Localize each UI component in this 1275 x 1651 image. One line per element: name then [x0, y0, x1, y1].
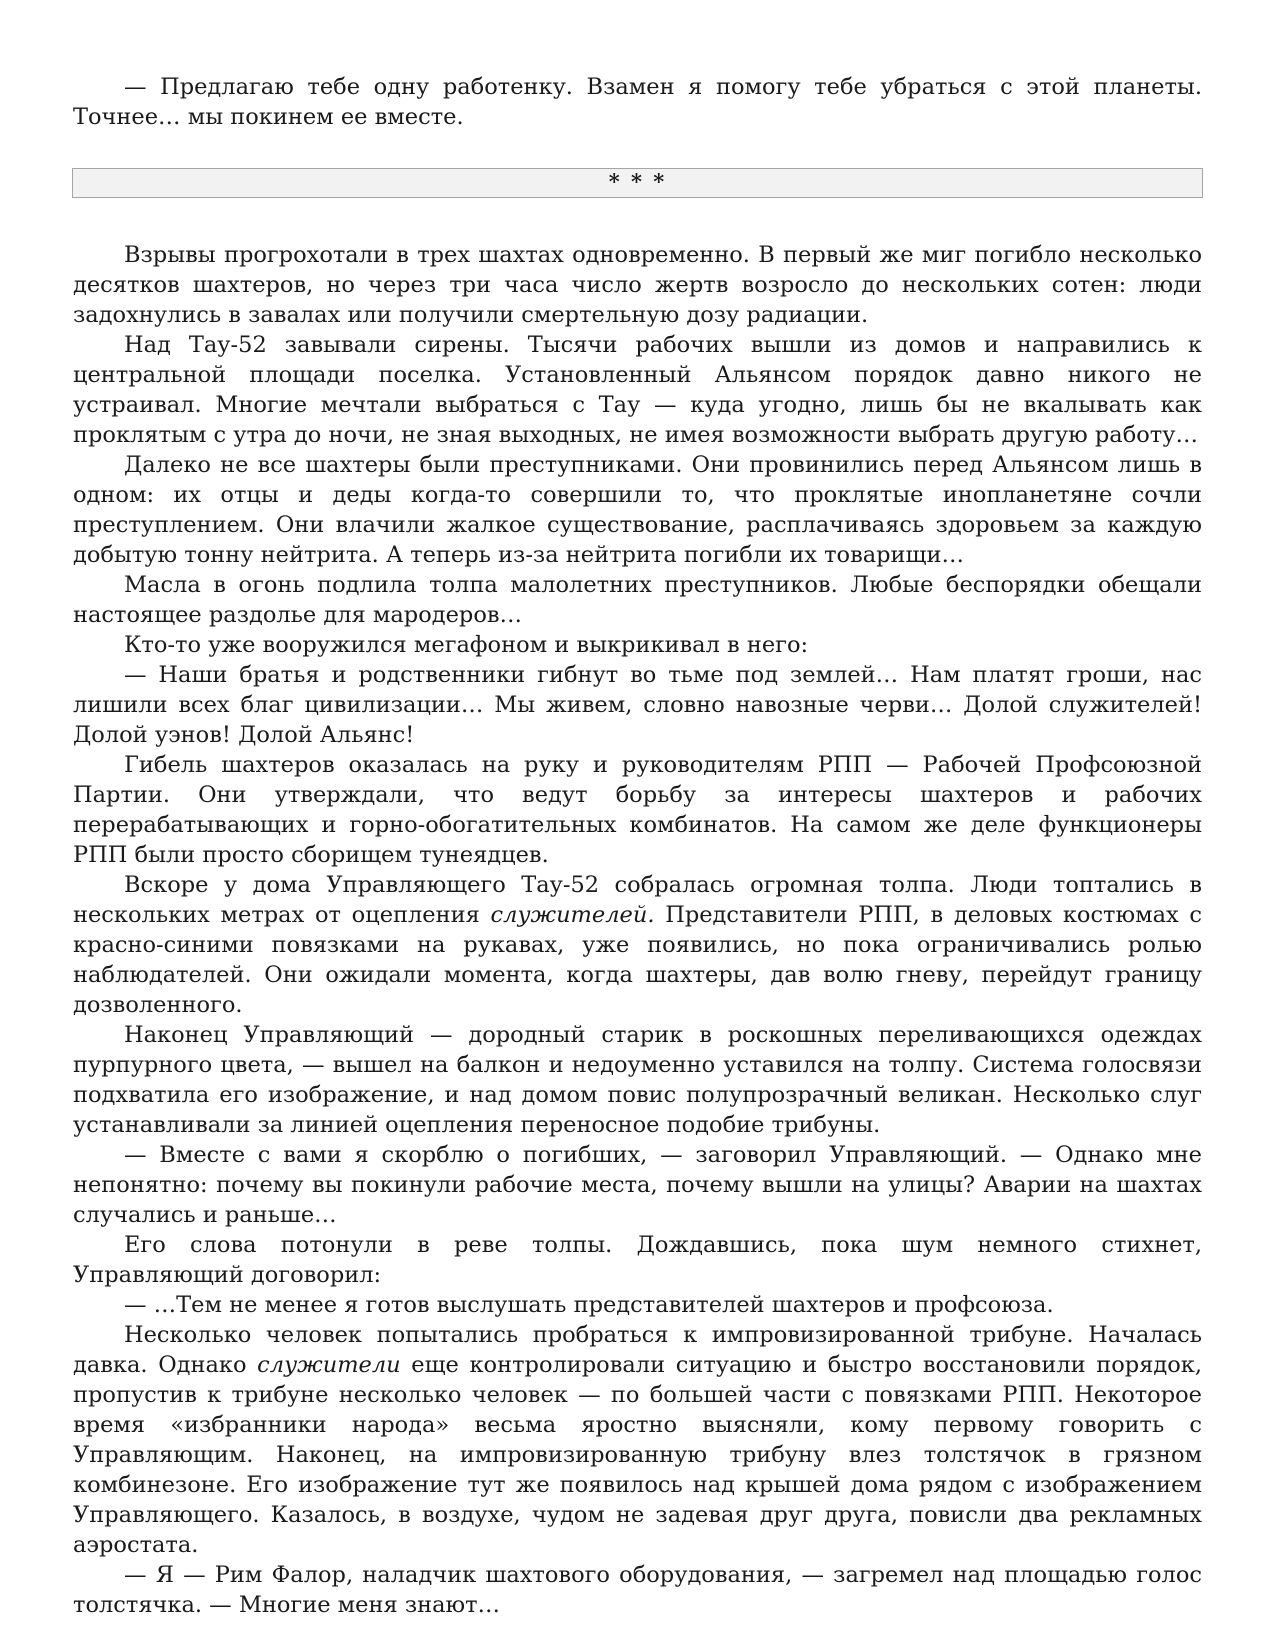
paragraph-sirens: Над Тау-52 завывали сирены. Тысячи рабочих вышли из домов и направились к центральной площади поселка. Установленный Альянсом порядок давно никого не устраивал. Многие мечтали выбраться с Тау — куда угодно, лишь бы не вкалывать как проклятым с утра до ночи, не зная выходных, не имея возможности выбрать другую работу…	[73, 332, 1202, 448]
paragraph-rpp: Гибель шахтеров оказалась на руку и руководителям РПП — Рабочей Профсоюзной Партии. Они утверждали, что ведут борьбу за интересы шахтеров и рабочих перерабатывающих и горно-обогатительных комбинатов. На самом же деле функционеры РПП были просто сборищем тунеядцев.	[73, 752, 1202, 868]
paragraph-manager-continues: — …Тем не менее я готов выслушать представителей шахтеров и профсоюза.	[124, 1292, 1054, 1318]
section-separator: * * *	[72, 168, 1203, 198]
paragraph-tribune-italic: служители	[257, 1352, 401, 1378]
paragraph-megaphone: Кто-то уже вооружился мегафоном и выкрикивал в него:	[124, 632, 809, 658]
paragraph-crowd-part1: Вскоре у дома Управляющего Тау-52 собралась огромная толпа. Люди топтались в нескольких метрах от оцепления	[73, 872, 1202, 928]
paragraph-tribune-part2: еще контролировали ситуацию и быстро восстановили порядок, пропустив к трибуне несколько человек — по большей части с повязками РПП. Некоторое время «избранники народа» весьма яростно выясняли, кому первому говорить с Управляющим. Наконец, на импровизированную трибуну влез толстячок в грязном комбинезоне. Его изображение тут же появилось над крышей дома рядом с изображением Управляющего. Казалось, в воздухе, чудом не задевая друг друга, повисли два рекламных аэростата.	[73, 1352, 1203, 1558]
paragraph-manager-speech: — Вместе с вами я скорблю о погибших, — заговорил Управляющий. — Однако мне непонятно: почему вы покинули рабочие места, почему вышли на улицы? Аварии на шахтах случались и раньше…	[73, 1142, 1202, 1228]
paragraph-roar: Его слова потонули в реве толпы. Дождавшись, пока шум немного стихнет, Управляющий договорил:	[73, 1232, 1202, 1288]
paragraph-megaphone-speech: — Наши братья и родственники гибнут во тьме под землей… Нам платят гроши, нас лишили всех благ цивилизации… Мы живем, словно навозные черви… Долой служителей! Долой уэнов! Долой Альянс!	[73, 662, 1202, 748]
paragraph-crowd-part2: Представители РПП, в деловых костюмах с красно-синими повязками на рукавах, уже появились, но пока ограничивались ролью наблюдателей. Они ожидали момента, когда шахтеры, дав волю гневу, перейдут границу дозволенного.	[73, 902, 1203, 1018]
paragraph-looters: Масла в огонь подлила толпа малолетних преступников. Любые беспорядки обещали настоящее раздолье для мародеров…	[73, 572, 1202, 628]
paragraph-crowd-italic: служителей.	[490, 902, 655, 928]
document-page	[73, 72, 1202, 1620]
opening-paragraph: — Предлагаю тебе одну работенку. Взамен я помогу тебе убраться с этой планеты. Точнее… мы покинем ее вместе.	[73, 74, 1202, 130]
paragraph-falor: — Я — Рим Фалор, наладчик шахтового оборудования, — загремел над площадью голос толстячка. — Многие меня знают…	[73, 1562, 1202, 1618]
paragraph-crowd	[73, 870, 1202, 1020]
paragraph-miners: Далеко не все шахтеры были преступниками. Они провинились перед Альянсом лишь в одном: их отцы и деды когда-то совершили то, что проклятые инопланетяне сочли преступлением. Они влачили жалкое существование, расплачиваясь здоровьем за каждую добытую тонну нейтрита. А теперь из-за нейтрита погибли их товарищи…	[73, 452, 1202, 568]
paragraph-tribune	[73, 1320, 1202, 1560]
paragraph-tribune-part1: Несколько человек попытались пробраться к импровизированной трибуне. Началась давка. Однако	[73, 1322, 1202, 1378]
paragraph-manager: Наконец Управляющий — дородный старик в роскошных переливающихся одеждах пурпурного цвета, — вышел на балкон и недоуменно уставился на толпу. Система голосвязи подхватила его изображение, и над домом повис полупрозрачный великан. Несколько слуг устанавливали за линией оцепления переносное подобие трибуны.	[73, 1022, 1202, 1138]
paragraph-explosions: Взрывы прогрохотали в трех шахтах одновременно. В первый же миг погибло несколько десятков шахтеров, но через три часа число жертв возросло до нескольких сотен: люди задохнулись в завалах или получили смертельную дозу радиации.	[73, 242, 1202, 328]
